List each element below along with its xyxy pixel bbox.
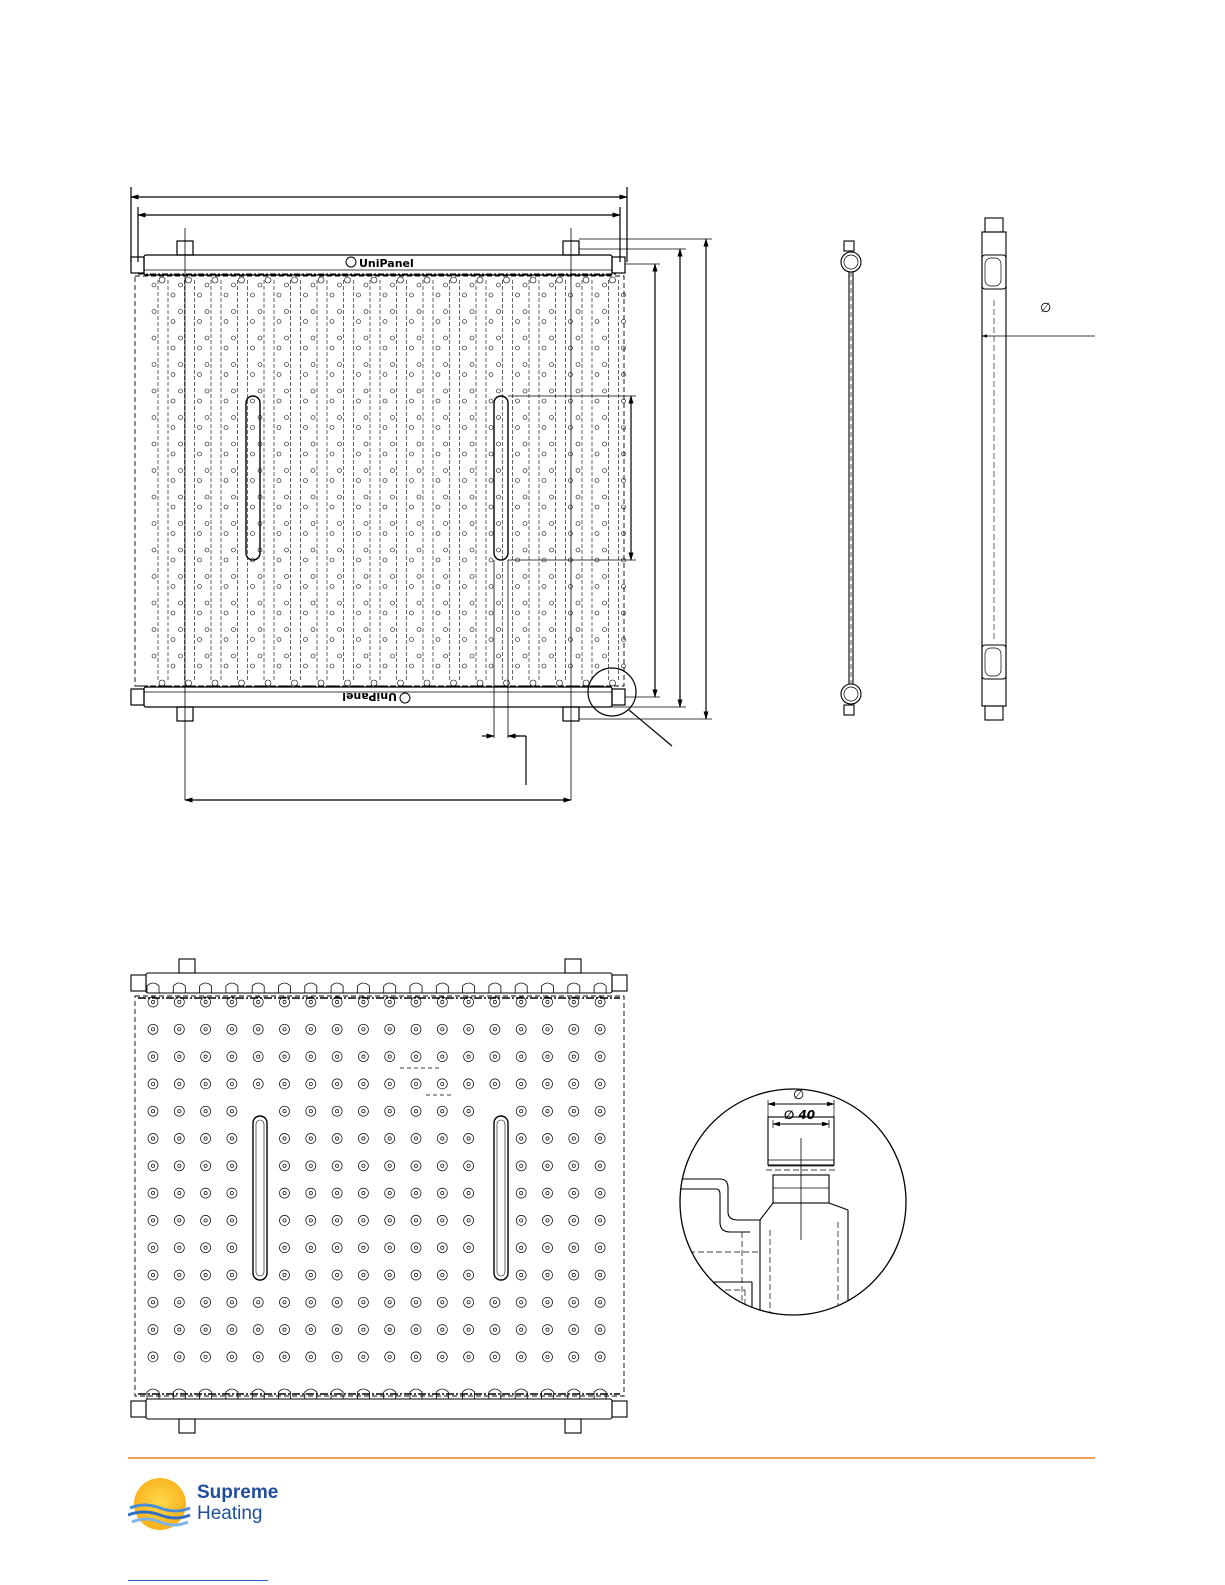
side-view-thin bbox=[841, 241, 861, 715]
detail-diameter-symbol: ∅ bbox=[793, 1088, 805, 1103]
diameter-symbol-side: ∅ bbox=[1040, 301, 1052, 316]
footer-link-underline[interactable] bbox=[128, 1580, 268, 1581]
rear-view bbox=[131, 959, 627, 1433]
panel-brand-top bbox=[346, 257, 414, 270]
svg-text:UniPanel: UniPanel bbox=[342, 690, 397, 703]
front-view bbox=[131, 187, 712, 800]
svg-text:UniPanel: UniPanel bbox=[359, 257, 414, 270]
supreme-heating-logo bbox=[128, 1478, 298, 1538]
wave-logo-icon bbox=[128, 1500, 192, 1530]
brand-line-1: Supreme bbox=[197, 1482, 279, 1503]
side-view-header bbox=[982, 218, 1095, 720]
footer-divider bbox=[128, 1457, 1095, 1459]
brand-line-2: Heating bbox=[197, 1503, 263, 1524]
detail-view bbox=[680, 1088, 906, 1330]
detail-diameter-40: ∅ 40 bbox=[784, 1108, 816, 1122]
